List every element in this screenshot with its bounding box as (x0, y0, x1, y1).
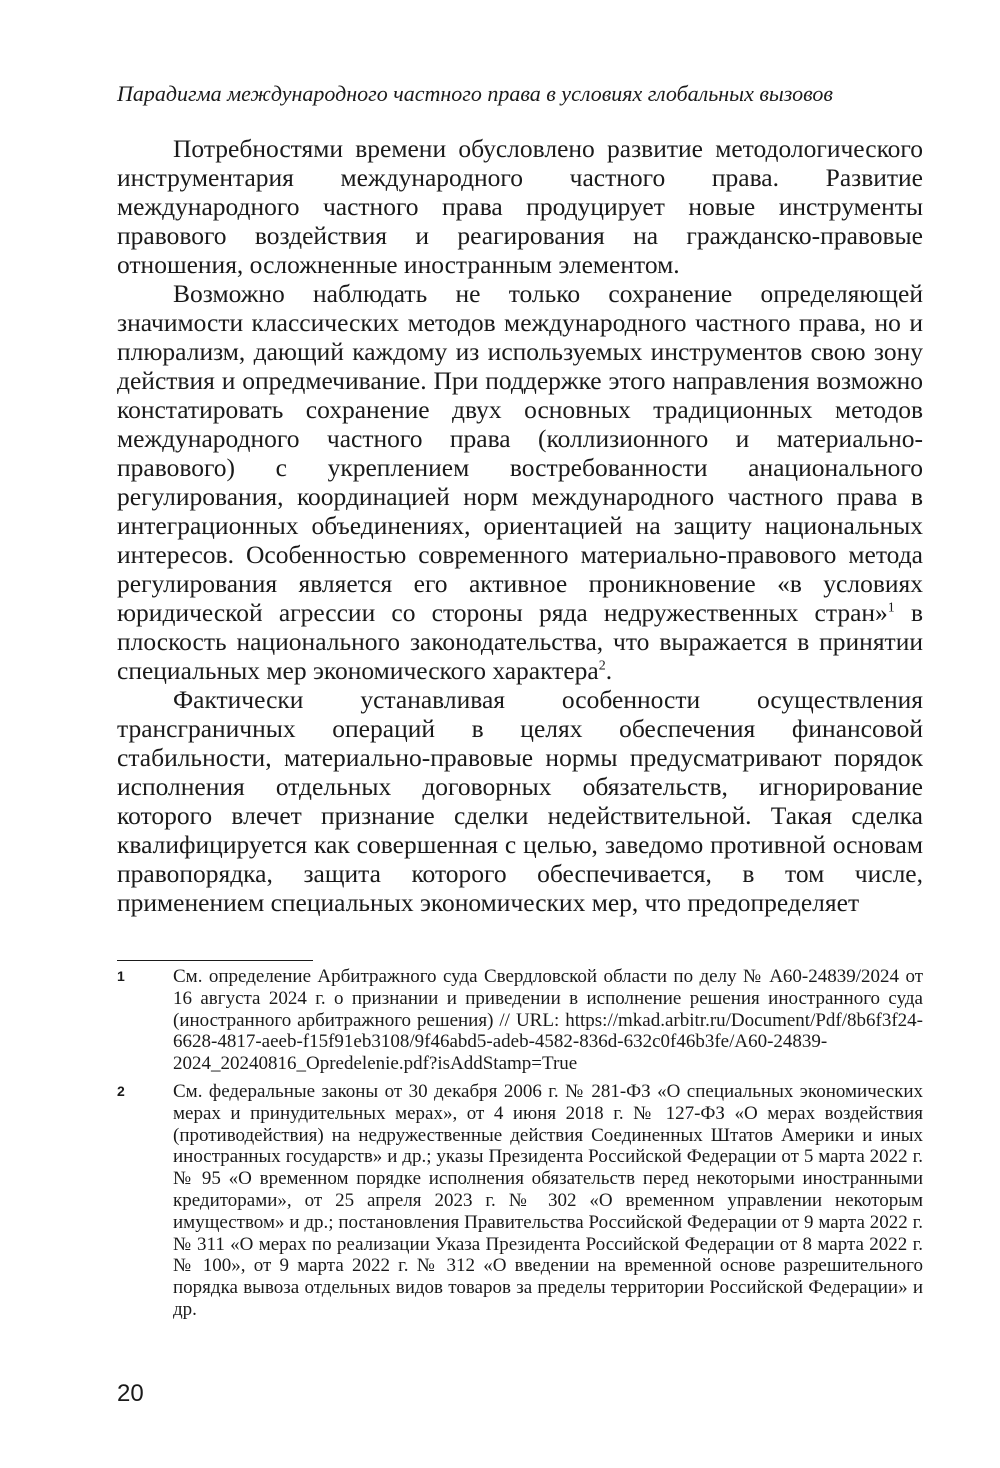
paragraph-1 (117, 134, 923, 279)
paragraph-3 (117, 685, 923, 917)
paragraph-3-text: Фактически устанавливая особенности осуществления трансграничных операций в целях обеспечения финансовой стабильности, материально-правовые нормы предусматривают порядок исполнения отдельных договорных обязательств, игнорирование которого влечет признание сделки недействительной. Такая сделка квалифицируется как совершенная с целью, заведомо противной основам правопорядка, защита которого обеспечивается, в том числе, применением специальных экономических мер, что предопределяет (117, 685, 923, 917)
paragraph-2 (117, 279, 923, 685)
paragraph-2-text-c: . (605, 656, 613, 685)
footnote-1 (117, 966, 923, 1075)
page-number: 20 (117, 1380, 144, 1407)
footnote-1-text: См. определение Арбитражного суда Свердловской области по делу № А60-24839/2024 от 16 августа 2024 г. о признании и приведении в исполнение решения иностранного суда (иностранного арбитражного решения) // URL: https://mkad.arbitr.ru/Document/Pdf/8b6f3f24-6628-4817-aeeb-f15f91eb3108/9f46abd5-adeb-4582-836d-632c0f46b3fe/A60-24839-2024_20240816_Opredelenie.pdf?isAddStamp=True (173, 966, 923, 1075)
footnote-2-text: См. федеральные законы от 30 декабря 2006 г. № 281-ФЗ «О специальных экономических мерах и принудительных мерах», от 4 июня 2018 г. № 127-ФЗ «О мерах воздействия (противодействия) на недружественные действия Соединенных Штатов Америки и иных иностранных государств» и др.; указы Президента Российской Федерации от 5 марта 2022 г. № 95 «О временном порядке исполнения обязательств перед некоторыми иностранными кредиторами», от 25 апреля 2023 г. № 302 «О временном управлении некоторым имуществом» и др.; постановления Правительства Российской Федерации от 9 марта 2022 г. № 311 «О мерах по реализации Указа Президента Российской Федерации от 8 марта 2022 г. № 100», от 9 марта 2022 г. № 312 «О введении на временной основе разрешительного порядка вывоза отдельных видов товаров за пределы территории Российской Федерации» и др. (173, 1080, 923, 1320)
paragraph-1-text: Потребностями времени обусловлено развитие методологического инструментария международного частного права. Развитие международного частного права продуцирует новые инструменты правового воздействия и реагирования на гражданско-правовые отношения, осложненные иностранным элементом. (117, 134, 923, 279)
footnotes (117, 966, 923, 1327)
footnote-ref-1[interactable]: 1 (887, 600, 895, 616)
footnote-1-number: 1 (117, 968, 125, 984)
main-text (117, 134, 923, 917)
footnote-2 (117, 1081, 923, 1321)
footnote-divider (117, 960, 313, 961)
paragraph-2-text-b: в плоскость национального законодательства, что выражается в принятии специальных мер экономического характера (117, 598, 924, 685)
footnote-ref-2[interactable]: 2 (598, 658, 606, 674)
footnote-2-number: 2 (117, 1082, 125, 1099)
paragraph-2-text-a: Возможно наблюдать не только сохранение определяющей значимости классических методов международного частного права, но и плюрализм, дающий каждому из используемых инструментов свою зону действия и опредмечивание. При поддержке этого направления возможно констатировать сохранение двух основных традиционных методов международного частного права (коллизионного и материально-правового) с укреплением востребованности анационального регулирования, координацией норм международного частного права в интеграционных объединениях, ориентацией на защиту национальных интересов. Особенностью современного материально-правового метода регулирования является его активное проникновение «в условиях юридической агрессии со стороны ряда недружественных стран» (117, 279, 923, 627)
running-head: Парадигма международного частного права в условиях глобальных вызовов (117, 81, 833, 106)
